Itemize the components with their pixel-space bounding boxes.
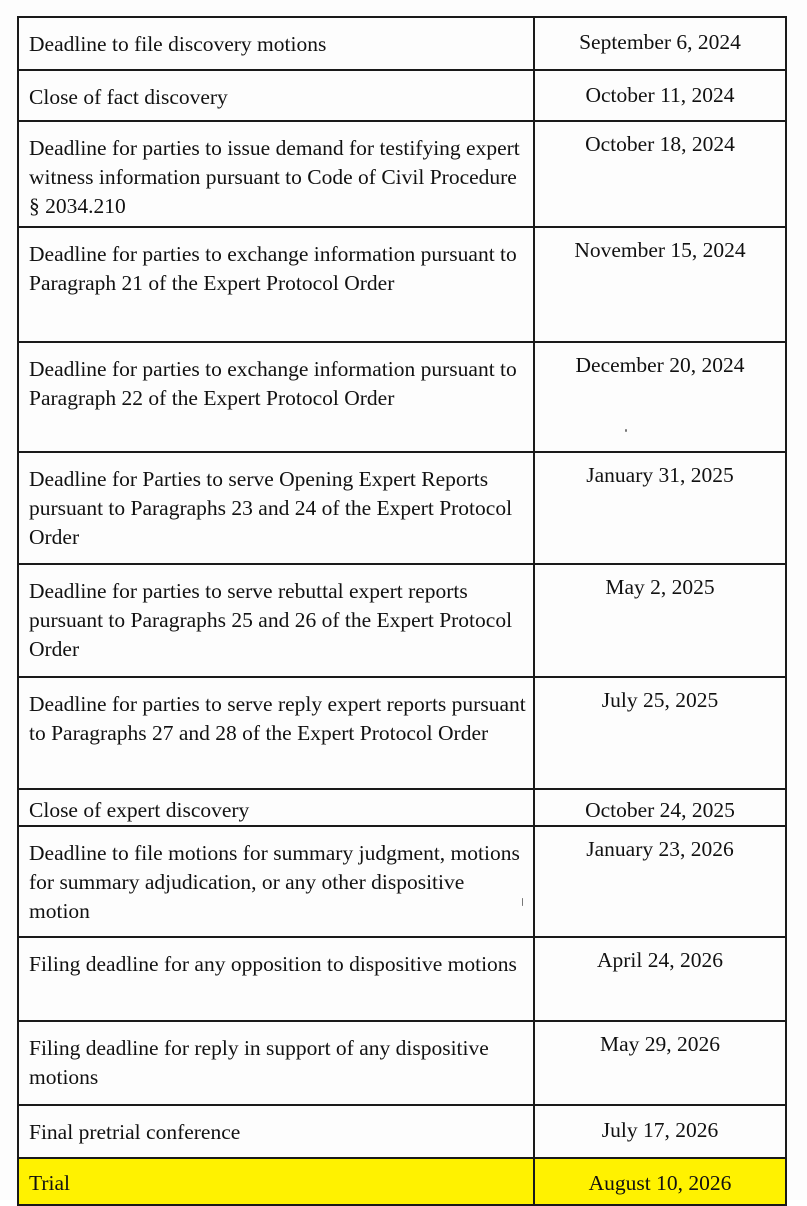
date-cell — [534, 1105, 786, 1158]
event-text: Trial — [29, 1171, 71, 1195]
event-cell — [18, 937, 534, 1021]
date-cell — [534, 1021, 786, 1105]
table-row — [18, 227, 786, 342]
table-row — [18, 452, 786, 564]
event-text: Deadline for parties to serve rebuttal expert reports pursuant to Paragraphs 25 and 26 of the Expert Protocol Order — [29, 579, 513, 661]
date-text: January 23, 2026 — [586, 837, 734, 861]
date-cell — [534, 826, 786, 937]
date-cell — [534, 564, 786, 677]
event-text: Deadline to file discovery motions — [29, 32, 327, 56]
date-cell — [534, 677, 786, 789]
event-cell — [18, 564, 534, 677]
event-text: Deadline for parties to exchange information pursuant to Paragraph 21 of the Expert Protocol Order — [29, 242, 517, 295]
table-row — [18, 937, 786, 1021]
event-cell — [18, 1021, 534, 1105]
event-text: Filing deadline for reply in support of any dispositive motions — [29, 1036, 489, 1089]
date-text: July 25, 2025 — [601, 688, 719, 712]
event-cell — [18, 227, 534, 342]
date-cell — [534, 342, 786, 452]
event-text: Close of expert discovery — [29, 798, 250, 822]
event-text: Deadline for parties to serve reply expert reports pursuant to Paragraphs 27 and 28 of the Expert Protocol Order — [29, 692, 526, 745]
date-text: October 18, 2024 — [585, 132, 735, 156]
date-cell — [534, 937, 786, 1021]
event-cell — [18, 1105, 534, 1158]
date-text: October 24, 2025 — [585, 798, 735, 822]
table-row — [18, 342, 786, 452]
event-cell — [18, 121, 534, 227]
date-text: May 29, 2026 — [599, 1032, 721, 1056]
event-cell — [18, 1158, 534, 1205]
event-cell — [18, 17, 534, 70]
date-text: April 24, 2026 — [596, 948, 723, 972]
event-cell — [18, 826, 534, 937]
date-cell — [534, 121, 786, 227]
date-text: July 17, 2026 — [601, 1118, 719, 1142]
date-cell — [534, 452, 786, 564]
table-row — [18, 70, 786, 121]
event-cell — [18, 677, 534, 789]
event-text: Deadline for parties to exchange information pursuant to Paragraph 22 of the Expert Protocol Order — [29, 357, 517, 410]
date-text: August 10, 2026 — [588, 1171, 732, 1195]
table-row — [18, 121, 786, 227]
event-text: Deadline for parties to issue demand for testifying expert witness information pursuant to Code of Civil Procedure § 2034.210 — [29, 136, 520, 218]
table-row — [18, 677, 786, 789]
date-text: January 31, 2025 — [586, 463, 734, 487]
event-text: Deadline for Parties to serve Opening Expert Reports pursuant to Paragraphs 23 and 24 of the Expert Protocol Order — [29, 467, 513, 549]
date-text: November 15, 2024 — [574, 238, 746, 262]
event-text: Close of fact discovery — [29, 85, 228, 109]
event-text: Filing deadline for any opposition to dispositive motions — [29, 952, 517, 976]
event-cell — [18, 70, 534, 121]
table-row — [18, 1021, 786, 1105]
date-cell — [534, 789, 786, 826]
table-row — [18, 789, 786, 826]
date-text: December 20, 2024 — [575, 353, 745, 377]
event-text: Final pretrial conference — [29, 1120, 241, 1144]
date-text: May 2, 2025 — [605, 575, 715, 599]
table-row — [18, 17, 786, 70]
date-text: October 11, 2024 — [585, 83, 735, 107]
event-cell — [18, 452, 534, 564]
table-row — [18, 1105, 786, 1158]
date-cell — [534, 17, 786, 70]
schedule-table — [17, 16, 787, 1206]
table-row — [18, 564, 786, 677]
date-cell — [534, 1158, 786, 1205]
date-text: September 6, 2024 — [579, 30, 741, 54]
event-text: Deadline to file motions for summary judgment, motions for summary adjudication, or any other dispositive motion — [29, 841, 520, 923]
event-cell — [18, 342, 534, 452]
scan-speck — [625, 429, 627, 432]
scan-speck — [522, 898, 523, 906]
table-row — [18, 826, 786, 937]
date-cell — [534, 227, 786, 342]
date-cell — [534, 70, 786, 121]
trial-row — [18, 1158, 786, 1205]
event-cell — [18, 789, 534, 826]
